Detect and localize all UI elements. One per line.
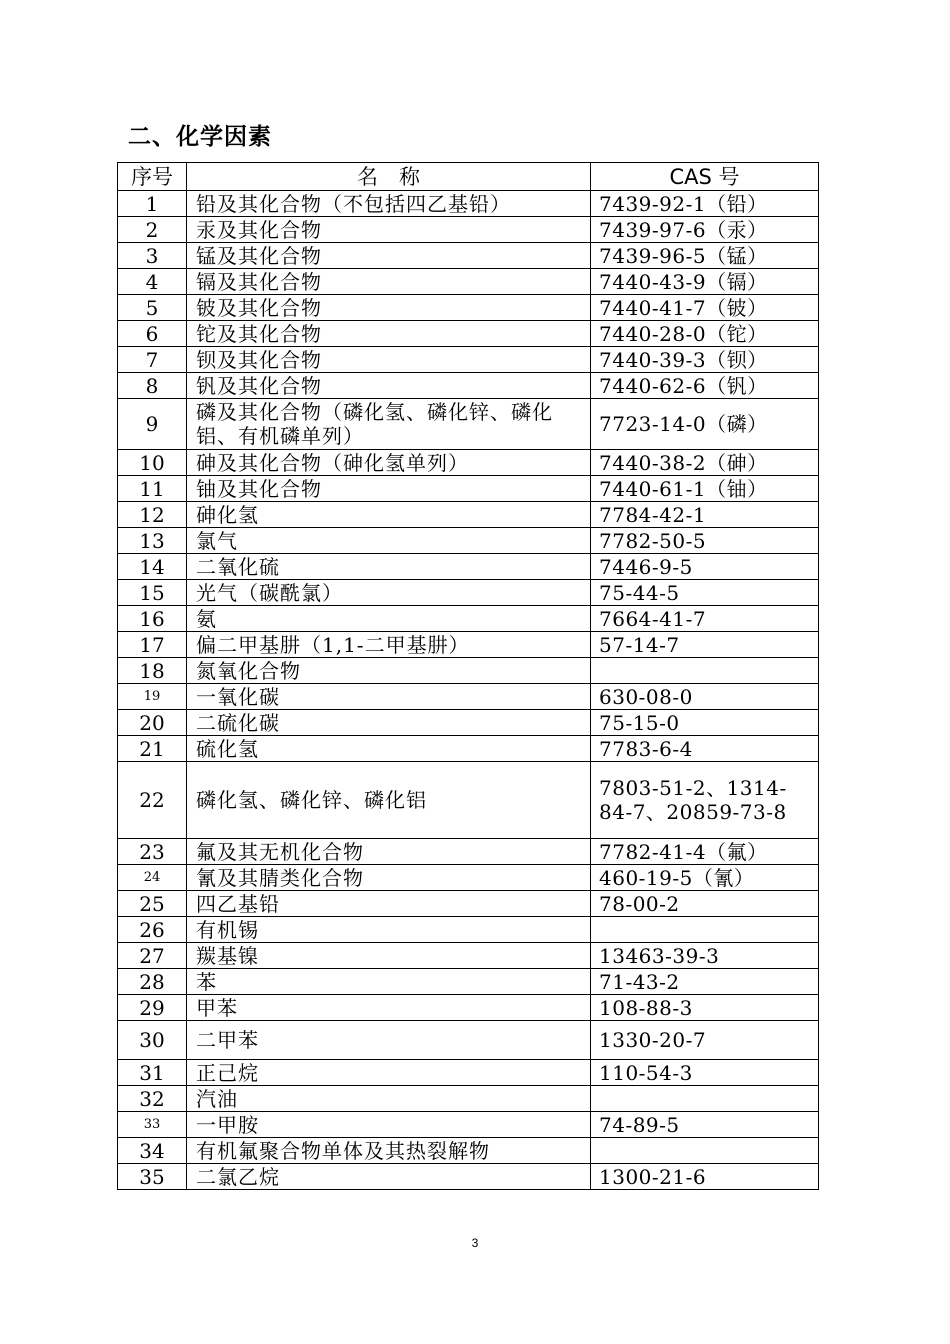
cell-cas xyxy=(591,917,819,943)
cell-no: 12 xyxy=(118,502,187,528)
cell-cas: 7440-41-7（铍） xyxy=(591,295,819,321)
table-row xyxy=(118,736,819,762)
table-row xyxy=(118,865,819,891)
cell-cas: 78-00-2 xyxy=(591,891,819,917)
cell-name: 钡及其化合物 xyxy=(187,347,591,373)
header-name: 名 称 xyxy=(187,163,591,191)
cell-cas: 7803-51-2、1314-84-7、20859-73-8 xyxy=(591,762,819,839)
cell-name: 砷及其化合物（砷化氢单列） xyxy=(187,450,591,476)
cell-cas: 75-15-0 xyxy=(591,710,819,736)
cell-name: 二甲苯 xyxy=(187,1021,591,1060)
cell-name: 有机锡 xyxy=(187,917,591,943)
cell-no: 13 xyxy=(118,528,187,554)
cell-cas xyxy=(591,1086,819,1112)
cell-no: 16 xyxy=(118,606,187,632)
cell-cas: 7440-39-3（钡） xyxy=(591,347,819,373)
cell-name: 砷化氢 xyxy=(187,502,591,528)
chemical-factors-table xyxy=(117,162,819,1190)
cell-name: 氮氧化合物 xyxy=(187,658,591,684)
cell-name: 四乙基铅 xyxy=(187,891,591,917)
cell-name: 汽油 xyxy=(187,1086,591,1112)
table-header-row xyxy=(118,163,819,191)
cell-no: 35 xyxy=(118,1164,187,1190)
cell-cas: 7784-42-1 xyxy=(591,502,819,528)
table-row xyxy=(118,373,819,399)
cell-name: 硫化氢 xyxy=(187,736,591,762)
cell-no: 27 xyxy=(118,943,187,969)
cell-no: 20 xyxy=(118,710,187,736)
cell-cas: 7782-41-4（氟） xyxy=(591,839,819,865)
cell-name: 甲苯 xyxy=(187,995,591,1021)
cell-name: 铀及其化合物 xyxy=(187,476,591,502)
table-row xyxy=(118,554,819,580)
table-row xyxy=(118,891,819,917)
cell-cas: 110-54-3 xyxy=(591,1060,819,1086)
cell-name: 苯 xyxy=(187,969,591,995)
cell-cas: 108-88-3 xyxy=(591,995,819,1021)
cell-name: 光气（碳酰氯） xyxy=(187,580,591,606)
cell-cas: 75-44-5 xyxy=(591,580,819,606)
cell-name: 氯气 xyxy=(187,528,591,554)
table-row xyxy=(118,1021,819,1060)
cell-no: 10 xyxy=(118,450,187,476)
table-row xyxy=(118,969,819,995)
table-row xyxy=(118,295,819,321)
cell-name: 铊及其化合物 xyxy=(187,321,591,347)
cell-name: 磷及其化合物（磷化氢、磷化锌、磷化铝、有机磷单列） xyxy=(187,399,591,450)
cell-cas: 57-14-7 xyxy=(591,632,819,658)
cell-cas: 7783-6-4 xyxy=(591,736,819,762)
table-row xyxy=(118,943,819,969)
cell-no: 1 xyxy=(118,191,187,217)
cell-cas: 7440-43-9（镉） xyxy=(591,269,819,295)
cell-name: 二氧化硫 xyxy=(187,554,591,580)
cell-cas: 71-43-2 xyxy=(591,969,819,995)
cell-no: 32 xyxy=(118,1086,187,1112)
cell-no: 4 xyxy=(118,269,187,295)
cell-cas: 7439-97-6（汞） xyxy=(591,217,819,243)
table-row xyxy=(118,1112,819,1138)
table-row xyxy=(118,269,819,295)
table-row xyxy=(118,243,819,269)
table-row xyxy=(118,347,819,373)
cell-cas: 7440-38-2（砷） xyxy=(591,450,819,476)
table-row xyxy=(118,217,819,243)
cell-no: 6 xyxy=(118,321,187,347)
cell-no: 29 xyxy=(118,995,187,1021)
cell-no: 23 xyxy=(118,839,187,865)
cell-name: 偏二甲基肼（1,1-二甲基肼） xyxy=(187,632,591,658)
cell-no: 33 xyxy=(118,1112,187,1138)
cell-no: 15 xyxy=(118,580,187,606)
section-heading: 二、化学因素 xyxy=(128,124,272,150)
cell-cas: 1300-21-6 xyxy=(591,1164,819,1190)
cell-no: 28 xyxy=(118,969,187,995)
cell-cas: 13463-39-3 xyxy=(591,943,819,969)
table-row xyxy=(118,710,819,736)
cell-cas xyxy=(591,1138,819,1164)
cell-cas: 630-08-0 xyxy=(591,684,819,710)
cell-no: 18 xyxy=(118,658,187,684)
table-row xyxy=(118,191,819,217)
cell-name: 二氯乙烷 xyxy=(187,1164,591,1190)
cell-no: 30 xyxy=(118,1021,187,1060)
table-row xyxy=(118,476,819,502)
cell-name: 氟及其无机化合物 xyxy=(187,839,591,865)
cell-no: 7 xyxy=(118,347,187,373)
table-row xyxy=(118,684,819,710)
table-row xyxy=(118,399,819,450)
cell-name: 汞及其化合物 xyxy=(187,217,591,243)
page-number: 3 xyxy=(471,1236,479,1250)
cell-no: 2 xyxy=(118,217,187,243)
table-row xyxy=(118,1086,819,1112)
cell-no: 9 xyxy=(118,399,187,450)
cell-name: 一甲胺 xyxy=(187,1112,591,1138)
cell-cas: 7440-62-6（钒） xyxy=(591,373,819,399)
table-row xyxy=(118,450,819,476)
cell-name: 氨 xyxy=(187,606,591,632)
cell-no: 31 xyxy=(118,1060,187,1086)
cell-cas xyxy=(591,658,819,684)
cell-name: 一氧化碳 xyxy=(187,684,591,710)
table-row xyxy=(118,839,819,865)
cell-cas: 460-19-5（氰） xyxy=(591,865,819,891)
table-row xyxy=(118,1164,819,1190)
cell-cas: 1330-20-7 xyxy=(591,1021,819,1060)
cell-name: 氰及其腈类化合物 xyxy=(187,865,591,891)
cell-cas: 7664-41-7 xyxy=(591,606,819,632)
cell-cas: 7782-50-5 xyxy=(591,528,819,554)
cell-name: 铍及其化合物 xyxy=(187,295,591,321)
cell-no: 22 xyxy=(118,762,187,839)
table-row xyxy=(118,321,819,347)
table-row xyxy=(118,1138,819,1164)
cell-cas: 7440-28-0（铊） xyxy=(591,321,819,347)
table-row xyxy=(118,606,819,632)
cell-name: 有机氟聚合物单体及其热裂解物 xyxy=(187,1138,591,1164)
cell-no: 25 xyxy=(118,891,187,917)
table-row xyxy=(118,632,819,658)
cell-no: 19 xyxy=(118,684,187,710)
cell-name: 磷化氢、磷化锌、磷化铝 xyxy=(187,762,591,839)
table-row xyxy=(118,658,819,684)
cell-cas: 74-89-5 xyxy=(591,1112,819,1138)
cell-no: 3 xyxy=(118,243,187,269)
cell-cas: 7439-96-5（锰） xyxy=(591,243,819,269)
cell-name: 正己烷 xyxy=(187,1060,591,1086)
table-row xyxy=(118,580,819,606)
table-row xyxy=(118,995,819,1021)
table-row xyxy=(118,1060,819,1086)
cell-no: 5 xyxy=(118,295,187,321)
cell-name: 羰基镍 xyxy=(187,943,591,969)
cell-name: 钒及其化合物 xyxy=(187,373,591,399)
cell-no: 14 xyxy=(118,554,187,580)
cell-name: 铅及其化合物（不包括四乙基铅） xyxy=(187,191,591,217)
cell-cas: 7440-61-1（铀） xyxy=(591,476,819,502)
cell-no: 11 xyxy=(118,476,187,502)
table-row xyxy=(118,502,819,528)
cell-no: 21 xyxy=(118,736,187,762)
cell-cas: 7446-9-5 xyxy=(591,554,819,580)
cell-cas: 7723-14-0（磷） xyxy=(591,399,819,450)
table-row xyxy=(118,917,819,943)
cell-no: 26 xyxy=(118,917,187,943)
cell-no: 8 xyxy=(118,373,187,399)
cell-no: 17 xyxy=(118,632,187,658)
cell-name: 镉及其化合物 xyxy=(187,269,591,295)
header-no: 序号 xyxy=(118,163,187,191)
cell-name: 二硫化碳 xyxy=(187,710,591,736)
table-row xyxy=(118,762,819,839)
cell-no: 24 xyxy=(118,865,187,891)
cell-name: 锰及其化合物 xyxy=(187,243,591,269)
cell-no: 34 xyxy=(118,1138,187,1164)
table-row xyxy=(118,528,819,554)
header-cas: CAS 号 xyxy=(591,163,819,191)
cell-cas: 7439-92-1（铅） xyxy=(591,191,819,217)
